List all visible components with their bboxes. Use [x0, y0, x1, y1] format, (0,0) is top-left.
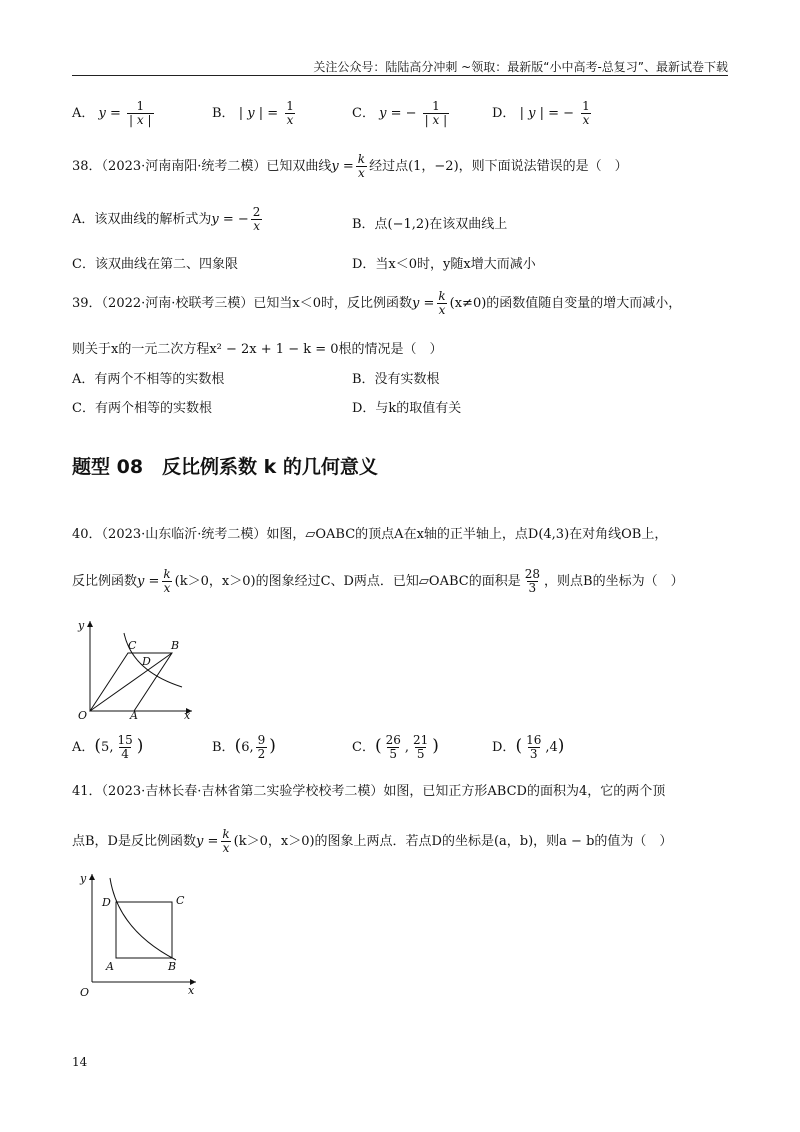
diagonal-ob [90, 653, 172, 711]
q38-stem: 38．（2023·河南南阳·统考二模）已知双曲线y = $\frac{k}{x}$ 经过点(1，−2)，则下面说法错误的是（ ） [72, 152, 628, 180]
q40-option-c[interactable]: C．( $\frac{26}{5}$ , $\frac{21}{5}$ ) [352, 733, 439, 761]
q40-option-d[interactable]: D．( $\frac{16}{3}$ ,4) [492, 733, 565, 761]
q41-figure [72, 870, 202, 1005]
label-d: D [142, 655, 151, 668]
q39-option-a[interactable]: A．有两个不相等的实数根 [72, 372, 225, 387]
header-rule [72, 75, 728, 76]
q41-stem-line1: 41．（2023·吉林长春·吉林省第二实验学校校考二模）如图，已知正方形ABCD的面积为4，它的两个顶 [72, 784, 666, 799]
label-y: y [80, 872, 87, 885]
label-c: C [176, 894, 185, 907]
section-title: 题型 08 反比例系数 k 的几何意义 [72, 456, 378, 478]
q40-stem-line2: 反比例函数y = $\frac{k}{x}$ (k＞0，x＞0)的图象经过C、D两点．已知▱OABC的面积是 $\frac{28}{3}$ ，则点B的坐标为（ ） [72, 567, 684, 595]
q39-option-b[interactable]: B．没有实数根 [352, 372, 440, 387]
label-a: A [130, 709, 138, 720]
q40-stem-line1: 40．（2023·山东临沂·统考二模）如图，▱OABC的顶点A在x轴的正半轴上，点D(4,3)在对角线OB上， [72, 527, 668, 542]
label-x: x [188, 984, 195, 997]
q39-stem: 39．（2022·河南·校联考三模）已知当x＜0时，反比例函数y = $\frac{k}{x}$ (x≠0)的函数值随自变量的增大而减小， [72, 289, 682, 317]
q37-option-d[interactable]: D． | y | = − $\frac{1}{x}$ [492, 99, 590, 127]
square-abcd [116, 902, 172, 958]
q38-option-c[interactable]: C．该双曲线在第二、四象限 [72, 257, 238, 272]
q38-option-b[interactable]: B．点(−1,2)在该双曲线上 [352, 217, 508, 232]
label-c: C [128, 639, 137, 652]
q38-option-a[interactable]: A．该双曲线的解析式为y = − $\frac{2}{x}$ [72, 205, 261, 233]
q39-stem-line2: 则关于x的一元二次方程x² − 2x + 1 − k = 0根的情况是（ ） [72, 342, 443, 357]
y-axis-arrow [87, 621, 93, 627]
q37-option-a[interactable]: A． y = $\frac{1}{| x |}$ [72, 99, 152, 127]
label-x: x [184, 709, 191, 720]
q41-stem-line2: 点B，D是反比例函数y = $\frac{k}{x}$ (k＞0，x＞0)的图象上两点．若点D的坐标是(a，b)，则a − b的值为（ ） [72, 827, 673, 855]
label-b: B [171, 639, 180, 652]
q37-option-c[interactable]: C． y = − $\frac{1}{| x |}$ [352, 99, 448, 127]
label-y: y [78, 619, 85, 632]
q37-option-b[interactable]: B． | y | = $\frac{1}{x}$ [212, 99, 294, 127]
q38-option-d[interactable]: D．当x＜0时，y随x增大而减小 [352, 257, 536, 272]
q40-option-a[interactable]: A．(5, $\frac{15}{4}$ ) [72, 733, 144, 761]
page-number: 14 [72, 1055, 88, 1069]
q39-option-c[interactable]: C．有两个相等的实数根 [72, 401, 212, 416]
label-a: A [106, 960, 114, 973]
q40-option-b[interactable]: B．(6, $\frac{9}{2}$ ) [212, 733, 276, 761]
label-o: O [80, 986, 90, 999]
q39-option-d[interactable]: D．与k的取值有关 [352, 401, 462, 416]
page-header: 关注公众号：陆陆高分冲刺 ~领取：最新版“小中高考-总复习”、最新试卷下载 [313, 60, 728, 74]
y-axis-arrow [89, 874, 95, 880]
q40-figure [72, 615, 197, 720]
label-o: O [78, 709, 88, 720]
label-d: D [102, 896, 111, 909]
q41-hyperbola [110, 878, 176, 960]
label-b: B [168, 960, 177, 973]
